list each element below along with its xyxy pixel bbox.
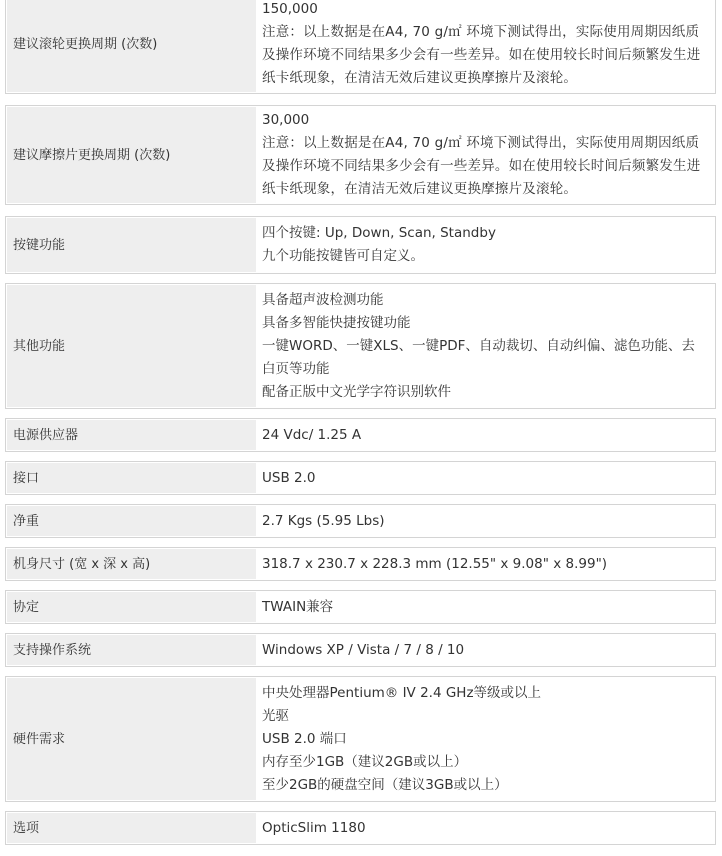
spec-label: 硬件需求: [7, 678, 256, 800]
spec-value: [256, 462, 715, 494]
spec-value-line: 及操作环境不同结果多少会有一些差异。如在使用较长时间后频繁发生进: [262, 158, 701, 174]
spec-value: [256, 0, 715, 93]
spec-value: [256, 548, 715, 580]
spec-value-line: 四个按键: Up, Down, Scan, Standby: [262, 225, 496, 241]
spec-row-options: [5, 811, 716, 845]
spec-value-line: 至少2GB的硬盘空间（建议3GB或以上）: [262, 776, 508, 793]
spec-value: [256, 591, 715, 623]
spec-value-line: 2.7 Kgs (5.95 Lbs): [262, 512, 385, 529]
spec-value-line: 配备正版中文光学字符识别软件: [262, 383, 451, 400]
spec-value: [256, 217, 715, 273]
spec-row-power: [5, 418, 716, 452]
spec-value: [256, 634, 715, 666]
spec-value-line: 纸卡纸现象，在清洁无效后建议更换摩擦片及滚轮。: [262, 70, 578, 86]
spec-value-line: 30,000: [262, 112, 310, 128]
spec-value-line: 光驱: [262, 707, 289, 724]
spec-value-line: TWAIN兼容: [262, 598, 334, 615]
spec-row-buttons: [5, 216, 716, 274]
spec-value-line: 318.7 x 230.7 x 228.3 mm (12.55" x 9.08" x 8.99"): [262, 555, 608, 572]
spec-value-line: 具备多智能快捷按键功能: [262, 314, 411, 331]
spec-value-line: 中央处理器Pentium® IV 2.4 GHz等级或以上: [262, 684, 542, 701]
spec-value-line: 及操作环境不同结果多少会有一些差异。如在使用较长时间后频繁发生进: [262, 47, 701, 63]
spec-label: 选项: [7, 813, 256, 843]
spec-row-other-features: [5, 283, 716, 409]
spec-label: 协定: [7, 592, 256, 622]
spec-value-line: USB 2.0: [262, 469, 316, 486]
spec-row-dimensions: [5, 547, 716, 581]
spec-value-line: 内存至少1GB（建议2GB或以上）: [262, 753, 468, 770]
spec-row-roller-cycle: [5, 0, 716, 94]
spec-value-line: 具备超声波检测功能: [262, 291, 384, 308]
spec-row-protocol: [5, 590, 716, 624]
spec-value-line: USB 2.0 端口: [262, 730, 347, 747]
spec-row-interface: [5, 461, 716, 495]
spec-value-line: 24 Vdc/ 1.25 A: [262, 426, 362, 443]
spec-value-line: 150,000: [262, 1, 318, 17]
spec-label: 建议摩擦片更换周期 (次数): [7, 107, 256, 203]
spec-value: [256, 284, 715, 408]
spec-value: [256, 505, 715, 537]
spec-label: 建议滚轮更换周期 (次数): [7, 0, 256, 92]
spec-value: [256, 812, 715, 844]
spec-row-hardware: [5, 676, 716, 802]
spec-row-weight: [5, 504, 716, 538]
spec-value-line: 一键WORD、一键XLS、一键PDF、自动裁切、自动纠偏、滤色功能、去: [262, 337, 695, 354]
spec-label: 按键功能: [7, 218, 256, 272]
spec-value-line: 注意：以上数据是在A4, 70 g/㎡ 环境下测试得出，实际使用周期因纸质: [262, 24, 700, 40]
spec-label: 其他功能: [7, 285, 256, 407]
spec-label: 接口: [7, 463, 256, 493]
spec-value-line: 纸卡纸现象，在清洁无效后建议更换摩擦片及滚轮。: [262, 181, 578, 197]
spec-value: [256, 677, 715, 801]
spec-value-line: 九个功能按键皆可自定义。: [262, 248, 424, 264]
spec-label: 净重: [7, 506, 256, 536]
spec-value: [256, 106, 715, 204]
spec-row-os: [5, 633, 716, 667]
spec-value-line: 白页等功能: [262, 360, 330, 377]
spec-value-line: OpticSlim 1180: [262, 819, 366, 836]
spec-label: 机身尺寸 (宽 x 深 x 高): [7, 549, 256, 579]
spec-label: 支持操作系统: [7, 635, 256, 665]
spec-value-line: Windows XP / Vista / 7 / 8 / 10: [262, 641, 465, 658]
spec-row-pad-cycle: [5, 105, 716, 205]
spec-label: 电源供应器: [7, 420, 256, 450]
spec-value-line: 注意：以上数据是在A4, 70 g/㎡ 环境下测试得出，实际使用周期因纸质: [262, 135, 700, 151]
spec-value: [256, 419, 715, 451]
